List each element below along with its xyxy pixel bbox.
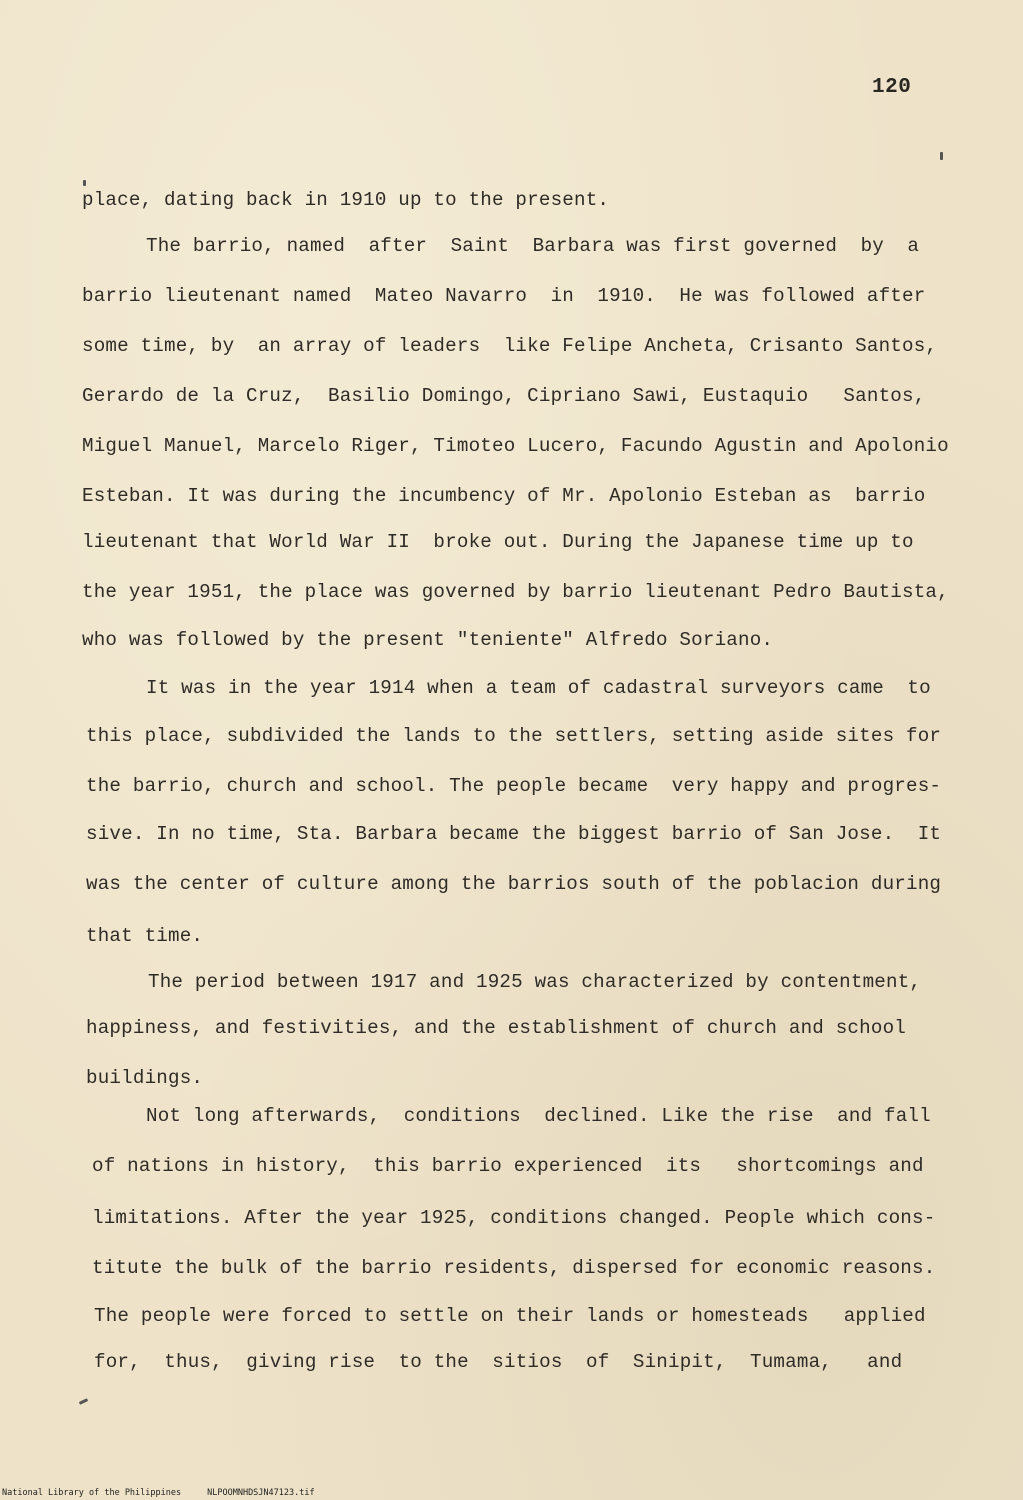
text-line-8: lieutenant that World War II broke out. During the Japanese time up to xyxy=(82,531,914,553)
page-number: 120 xyxy=(872,76,912,99)
stray-mark-bottom xyxy=(79,1398,88,1405)
footer-filename: NLPOOMNHDSJN47123.tif xyxy=(207,1488,315,1498)
footer-library: National Library of the Philippines xyxy=(2,1488,182,1498)
stray-mark-right xyxy=(940,152,943,160)
stray-mark-left xyxy=(83,180,86,186)
text-line-11: It was in the year 1914 when a team of cadastral surveyors came to xyxy=(146,677,931,699)
text-line-4: some time, by an array of leaders like Felipe Ancheta, Crisanto Santos, xyxy=(82,335,938,357)
text-line-2: The barrio, named after Saint Barbara was first governed by a xyxy=(146,235,920,257)
text-line-5: Gerardo de la Cruz, Basilio Domingo, Cipriano Sawi, Eustaquio Santos, xyxy=(82,385,926,407)
text-line-16: that time. xyxy=(86,925,204,947)
text-line-24: The people were forced to settle on their lands or homesteads applied xyxy=(94,1305,926,1327)
scan-footer xyxy=(2,1488,341,1498)
text-line-15: was the center of culture among the barrios south of the poblacion during xyxy=(86,873,942,895)
text-line-10: who was followed by the present "teniente" Alfredo Soriano. xyxy=(82,629,774,651)
text-line-1: place, dating back in 1910 up to the present. xyxy=(82,189,610,211)
text-line-19: buildings. xyxy=(86,1067,204,1089)
text-line-13: the barrio, church and school. The people became very happy and progres- xyxy=(86,775,942,797)
text-line-7: Esteban. It was during the incumbency of Mr. Apolonio Esteban as barrio xyxy=(82,485,926,507)
text-line-23: titute the bulk of the barrio residents, dispersed for economic reasons. xyxy=(92,1257,936,1279)
text-line-25: for, thus, giving rise to the sitios of Sinipit, Tumama, and xyxy=(94,1351,903,1373)
text-line-18: happiness, and festivities, and the establishment of church and school xyxy=(86,1017,907,1039)
text-line-6: Miguel Manuel, Marcelo Riger, Timoteo Lucero, Facundo Agustin and Apolonio xyxy=(82,435,949,457)
text-line-22: limitations. After the year 1925, conditions changed. People which cons- xyxy=(92,1207,936,1229)
text-line-12: this place, subdivided the lands to the settlers, setting aside sites for xyxy=(86,725,942,747)
text-line-21: of nations in history, this barrio experienced its shortcomings and xyxy=(92,1155,924,1177)
text-line-3: barrio lieutenant named Mateo Navarro in 1910. He was followed after xyxy=(82,285,926,307)
text-line-20: Not long afterwards, conditions declined. Like the rise and fall xyxy=(146,1105,931,1127)
text-line-14: sive. In no time, Sta. Barbara became the biggest barrio of San Jose. It xyxy=(86,823,942,845)
text-line-17: The period between 1917 and 1925 was characterized by contentment, xyxy=(148,971,922,993)
text-line-9: the year 1951, the place was governed by barrio lieutenant Pedro Bautista, xyxy=(82,581,949,603)
